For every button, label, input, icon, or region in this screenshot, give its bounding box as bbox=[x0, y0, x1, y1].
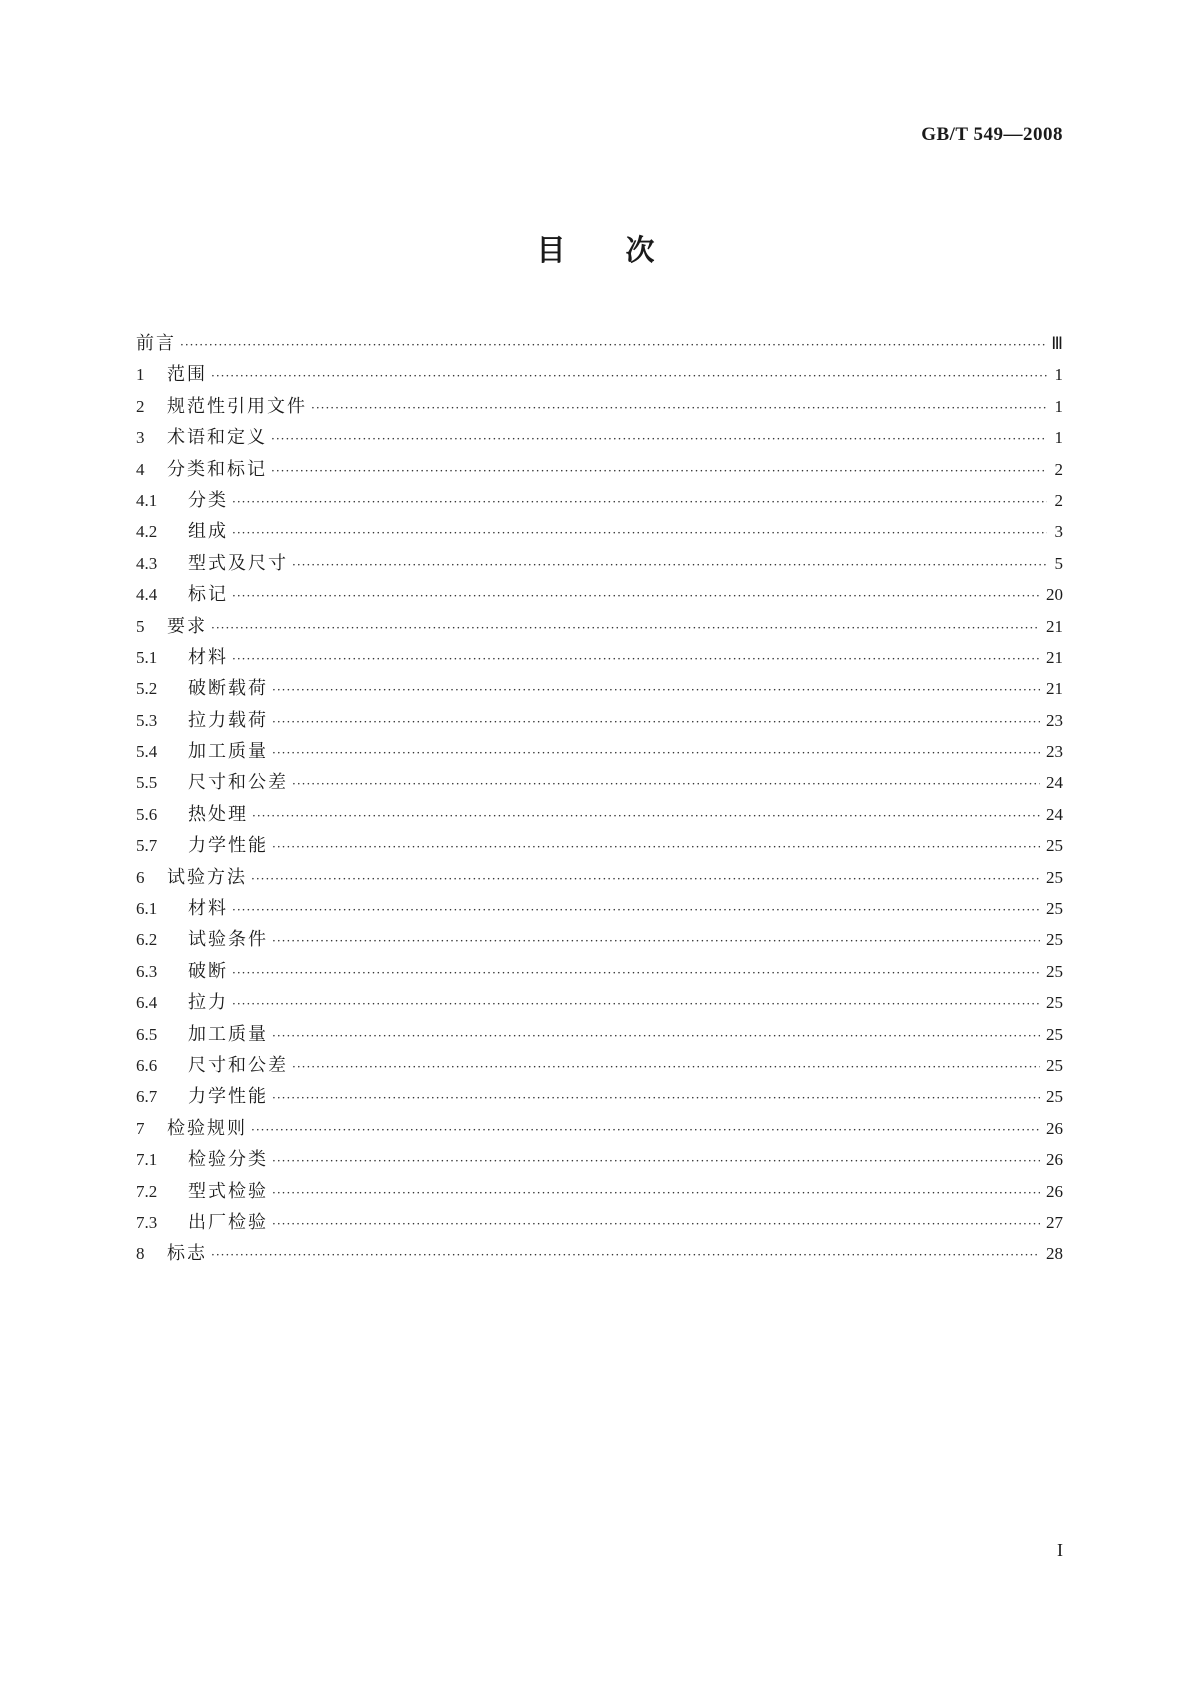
toc-entry-page: 25 bbox=[1046, 993, 1063, 1013]
toc-entry-page: 21 bbox=[1046, 616, 1063, 636]
toc-leader-dots bbox=[272, 1209, 1040, 1240]
toc-entry-label: 型式检验 bbox=[188, 1180, 268, 1202]
toc-entry[interactable] bbox=[136, 1207, 1063, 1238]
toc-entry-label: 检验分类 bbox=[188, 1149, 268, 1171]
toc-entry-number: 8 bbox=[136, 1244, 145, 1264]
toc-entry-label: 热处理 bbox=[188, 803, 248, 825]
toc-entry-page: 26 bbox=[1046, 1118, 1063, 1138]
toc-entry-label: 材料 bbox=[188, 646, 228, 668]
toc-leader-dots bbox=[272, 738, 1040, 769]
toc-entry-page: 21 bbox=[1046, 679, 1063, 699]
toc-entry[interactable] bbox=[136, 1238, 1063, 1269]
toc-entry-page: 25 bbox=[1046, 930, 1063, 950]
toc-entry-label: 分类和标记 bbox=[167, 458, 267, 480]
toc-leader-dots bbox=[232, 518, 1047, 549]
toc-entry[interactable] bbox=[136, 1144, 1063, 1175]
toc-entry[interactable] bbox=[136, 422, 1063, 453]
toc-entry-page: 24 bbox=[1046, 804, 1063, 824]
toc-entry-number: 7.1 bbox=[136, 1150, 158, 1170]
toc-entry[interactable] bbox=[136, 454, 1063, 485]
toc-entry-label: 规范性引用文件 bbox=[167, 395, 307, 417]
toc-leader-dots bbox=[211, 1240, 1040, 1271]
toc-entry[interactable] bbox=[136, 391, 1063, 422]
toc-entry-label: 型式及尺寸 bbox=[188, 552, 288, 574]
toc-entry-number: 6.1 bbox=[136, 899, 158, 919]
toc-entry-page: 23 bbox=[1046, 742, 1063, 762]
toc-entry-page: 25 bbox=[1046, 899, 1063, 919]
toc-entry-number: 4 bbox=[136, 459, 145, 479]
toc-entry-number: 7.3 bbox=[136, 1212, 158, 1232]
toc-leader-dots bbox=[311, 393, 1047, 424]
toc-entry-number: 6.6 bbox=[136, 1055, 158, 1075]
toc-leader-dots bbox=[272, 1146, 1040, 1177]
toc-entry[interactable] bbox=[136, 1019, 1063, 1050]
toc-entry[interactable] bbox=[136, 767, 1063, 798]
toc-leader-dots bbox=[232, 895, 1040, 926]
toc-entry-number: 4.2 bbox=[136, 522, 158, 542]
toc-leader-dots bbox=[232, 581, 1040, 612]
toc-entry-label: 试验条件 bbox=[188, 929, 268, 951]
toc-entry-number: 2 bbox=[136, 396, 145, 416]
toc-entry-label: 组成 bbox=[188, 521, 228, 543]
toc-leader-dots bbox=[232, 989, 1040, 1020]
toc-entry-page: 25 bbox=[1046, 961, 1063, 981]
toc-entry-label: 材料 bbox=[188, 898, 228, 920]
toc-leader-dots bbox=[292, 769, 1040, 800]
toc-entry-number: 5.1 bbox=[136, 647, 158, 667]
toc-entry-page: 24 bbox=[1046, 773, 1063, 793]
toc-entry-page: 25 bbox=[1046, 836, 1063, 856]
toc-entry-number: 5.4 bbox=[136, 742, 158, 762]
toc-leader-dots bbox=[232, 644, 1040, 675]
toc-entry-label: 范围 bbox=[167, 364, 207, 386]
toc-entry-number: 3 bbox=[136, 428, 145, 448]
toc-entry-page: 26 bbox=[1046, 1150, 1063, 1170]
toc-entry[interactable] bbox=[136, 924, 1063, 955]
toc-entry-page: Ⅲ bbox=[1051, 334, 1063, 353]
toc-entry[interactable] bbox=[136, 1050, 1063, 1081]
toc-entry[interactable] bbox=[136, 1081, 1063, 1112]
toc-leader-dots bbox=[251, 1115, 1040, 1146]
toc-entry-label: 出厂检验 bbox=[188, 1211, 268, 1233]
toc-leader-dots bbox=[180, 330, 1045, 361]
toc-entry-label: 尺寸和公差 bbox=[188, 1054, 288, 1076]
toc-entry-number: 4.3 bbox=[136, 553, 158, 573]
toc-entry-label: 前言 bbox=[136, 333, 176, 354]
toc-entry-page: 25 bbox=[1046, 867, 1063, 887]
toc-entry-label: 标志 bbox=[167, 1243, 207, 1265]
toc-entry[interactable] bbox=[136, 736, 1063, 767]
toc-leader-dots bbox=[272, 707, 1040, 738]
toc-entry[interactable] bbox=[136, 548, 1063, 579]
toc-entry-number: 7 bbox=[136, 1118, 145, 1138]
toc-entry-label: 加工质量 bbox=[188, 741, 268, 763]
page-number: I bbox=[1057, 1540, 1063, 1560]
toc-entry[interactable] bbox=[136, 987, 1063, 1018]
toc-entry-page: 25 bbox=[1046, 1024, 1063, 1044]
toc-entry[interactable] bbox=[136, 611, 1063, 642]
toc-entry-label: 拉力载荷 bbox=[188, 709, 268, 731]
toc-entry[interactable] bbox=[136, 862, 1063, 893]
toc-entry[interactable] bbox=[136, 893, 1063, 924]
toc-leader-dots bbox=[272, 926, 1040, 957]
toc-entry-label: 标记 bbox=[188, 584, 228, 606]
toc-entry-label: 加工质量 bbox=[188, 1023, 268, 1045]
toc-entry-number: 6.5 bbox=[136, 1024, 158, 1044]
toc-entry-page: 21 bbox=[1046, 647, 1063, 667]
toc-leader-dots bbox=[272, 832, 1040, 863]
toc-entry-page: 28 bbox=[1046, 1244, 1063, 1264]
toc-leader-dots bbox=[272, 1178, 1040, 1209]
table-of-contents bbox=[136, 328, 1063, 1270]
toc-entry[interactable] bbox=[136, 516, 1063, 547]
toc-leader-dots bbox=[251, 864, 1040, 895]
toc-entry-number: 6.4 bbox=[136, 993, 158, 1013]
toc-entry[interactable] bbox=[136, 485, 1063, 516]
title-char-2: 次 bbox=[625, 233, 655, 267]
toc-entry-number: 6.7 bbox=[136, 1087, 158, 1107]
toc-leader-dots bbox=[272, 675, 1040, 706]
toc-entry[interactable] bbox=[136, 579, 1063, 610]
toc-entry-page: 26 bbox=[1046, 1181, 1063, 1201]
toc-leader-dots bbox=[232, 958, 1040, 989]
toc-entry[interactable] bbox=[136, 799, 1063, 830]
toc-leader-dots bbox=[211, 613, 1040, 644]
toc-entry[interactable] bbox=[136, 1113, 1063, 1144]
toc-entry-label: 试验方法 bbox=[167, 866, 247, 888]
toc-entry-page: 1 bbox=[1054, 365, 1063, 385]
toc-entry-page: 25 bbox=[1046, 1055, 1063, 1075]
toc-entry-label: 要求 bbox=[167, 615, 207, 637]
toc-entry-label: 力学性能 bbox=[188, 835, 268, 857]
toc-entry-page: 23 bbox=[1046, 710, 1063, 730]
toc-entry-label: 拉力 bbox=[188, 992, 228, 1014]
toc-leader-dots bbox=[292, 1052, 1040, 1083]
toc-entry-label: 力学性能 bbox=[188, 1086, 268, 1108]
toc-leader-dots bbox=[292, 550, 1047, 581]
toc-entry-number: 5.3 bbox=[136, 710, 158, 730]
toc-leader-dots bbox=[271, 456, 1047, 487]
toc-entry-number: 6.3 bbox=[136, 961, 158, 981]
toc-entry-label: 分类 bbox=[188, 489, 228, 511]
toc-entry[interactable] bbox=[136, 642, 1063, 673]
toc-entry-number: 7.2 bbox=[136, 1181, 158, 1201]
toc-entry-page: 1 bbox=[1054, 428, 1063, 448]
toc-entry[interactable] bbox=[136, 705, 1063, 736]
toc-entry-number: 1 bbox=[136, 365, 145, 385]
toc-leader-dots bbox=[272, 1083, 1040, 1114]
toc-entry-label: 破断 bbox=[188, 960, 228, 982]
title-char-1: 目 bbox=[536, 233, 566, 267]
toc-entry-number: 5.2 bbox=[136, 679, 158, 699]
toc-entry-number: 6.2 bbox=[136, 930, 158, 950]
toc-entry[interactable] bbox=[136, 359, 1063, 390]
toc-leader-dots bbox=[232, 487, 1047, 518]
toc-entry-number: 4.4 bbox=[136, 585, 158, 605]
toc-entry[interactable] bbox=[136, 830, 1063, 861]
toc-entry-page: 2 bbox=[1054, 459, 1063, 479]
page-title bbox=[0, 228, 1191, 269]
toc-entry-page: 1 bbox=[1054, 396, 1063, 416]
toc-entry-number: 5.7 bbox=[136, 836, 158, 856]
toc-leader-dots bbox=[272, 1021, 1040, 1052]
toc-entry-number: 5.6 bbox=[136, 804, 158, 824]
standard-code: GB/T 549—2008 bbox=[921, 124, 1063, 145]
toc-entry-page: 20 bbox=[1046, 585, 1063, 605]
toc-entry[interactable] bbox=[136, 328, 1063, 359]
toc-entry-page: 27 bbox=[1046, 1212, 1063, 1232]
toc-entry-page: 3 bbox=[1054, 522, 1063, 542]
toc-entry-label: 破断载荷 bbox=[188, 678, 268, 700]
toc-entry-label: 尺寸和公差 bbox=[188, 772, 288, 794]
toc-leader-dots bbox=[271, 424, 1047, 455]
toc-entry-page: 5 bbox=[1054, 553, 1063, 573]
toc-leader-dots bbox=[211, 361, 1047, 392]
toc-entry-page: 2 bbox=[1054, 490, 1063, 510]
toc-entry[interactable] bbox=[136, 956, 1063, 987]
toc-leader-dots bbox=[252, 801, 1040, 832]
toc-entry-page: 25 bbox=[1046, 1087, 1063, 1107]
toc-entry[interactable] bbox=[136, 1176, 1063, 1207]
toc-entry-number: 5 bbox=[136, 616, 145, 636]
toc-entry-number: 6 bbox=[136, 867, 145, 887]
toc-entry-label: 术语和定义 bbox=[167, 427, 267, 449]
toc-entry-number: 5.5 bbox=[136, 773, 158, 793]
toc-entry-label: 检验规则 bbox=[167, 1117, 247, 1139]
toc-entry-number: 4.1 bbox=[136, 490, 158, 510]
toc-entry[interactable] bbox=[136, 673, 1063, 704]
